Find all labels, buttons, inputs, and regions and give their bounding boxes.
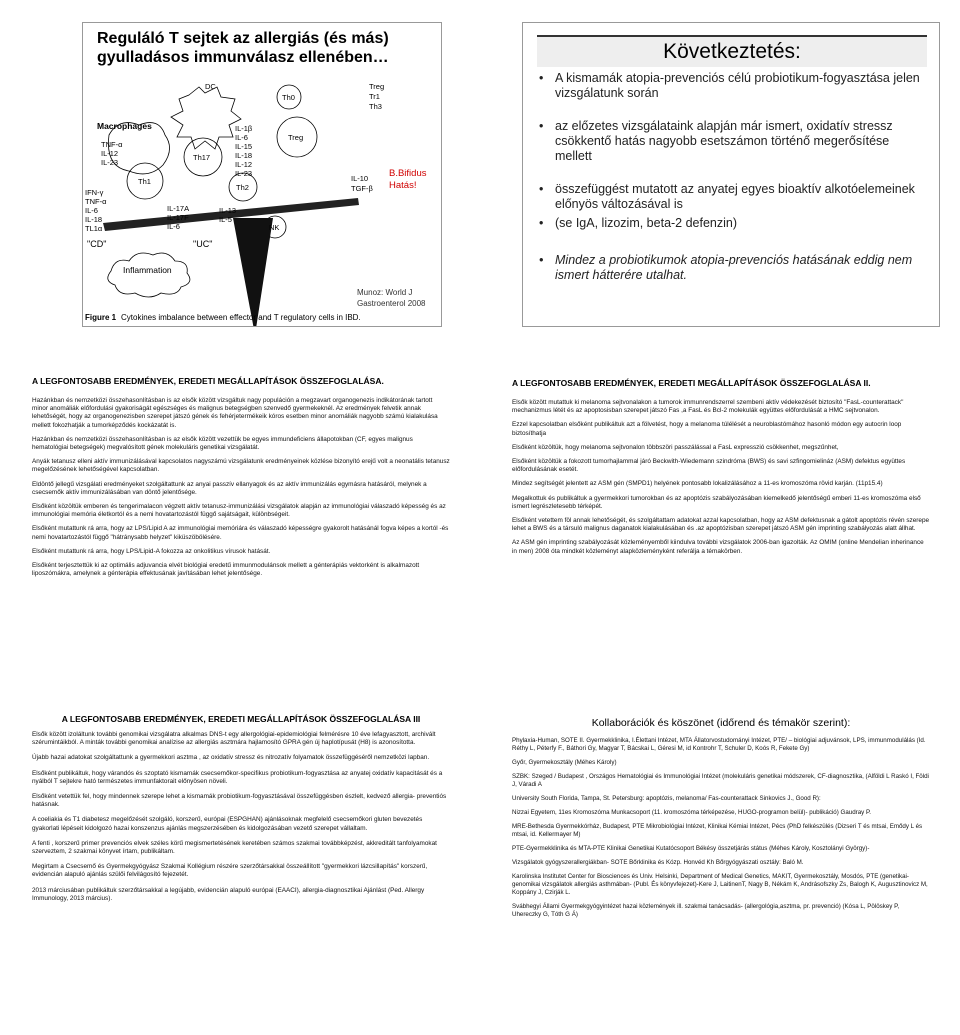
slide-conclusion (522, 22, 940, 327)
cytokine-diagram (83, 23, 442, 327)
results-paragraph: Hazánkban és nemzetközi összehasonlításban is az elsők között vizsgáltuk nagy populáción a megzavart organogenezis indikátorának tartott minor anomáliák előfordulási gyakoriságát egészséges és malignus betegségben szenvedő gyermekeknél. Az eredmények felvetik annak lehetőségét, hogy az organogenezisben szerepet játszó gének és fehérjetermékeik kóros esetben minor anomáliák nagyobb számú kialakulása mellett fokozhatják a tumorképződés kockázatát is. (32, 397, 438, 429)
results-page-3-heading: A LEGFONTOSABB EREDMÉNYEK, EREDETI MEGÁLLAPÍTÁSOK ÖSSZEFOGLALÁSA III (61, 714, 421, 724)
th17-cyto-6: IL-23 (235, 169, 253, 178)
th17-label: Th17 (193, 153, 211, 162)
macrophages-label: Macrophages (97, 121, 152, 131)
th17-cyto-5: IL-12 (235, 160, 253, 169)
results-page-2 (512, 378, 930, 678)
results-paragraph: A fenti , korszerű primer prevenciós elvek széles körű megismertetésének keretében számos szakmai továbbképzést, akkreditált tanfolyamokat szerveztem, 2 szakmai könyvet írtam, publikáltam. (32, 839, 437, 856)
left-cyto-3: IL-6 (85, 206, 98, 215)
treg-top-label-3: Th3 (369, 102, 382, 111)
results-paragraph: Elsőként közöltük emberen és tengerimalacon végzett aktív tetanusz-immunizálási vizsgálatok alapján az immunológiai válaszadó képesség és az immunológiai memória életkortól és a nemi hovatartozástól függő sajátságait, különbségeit. (32, 503, 446, 519)
collaboration-entry: SZBK: Szeged / Budapest , Országos Hematológiai és Immunológiai Intézet (molekuláris genetikai módszerek, CF-diagnosztika, (Alföldi L Raskó I, Földi J, Váradi A (512, 773, 929, 788)
th17-cyto-1: IL-1β (235, 124, 253, 133)
left-cyto-5: TL1α (85, 224, 103, 233)
results-paragraph: A coeliakia és T1 diabetesz megelőzését szolgáló, korszerű, európai (ESPGHAN) ajánlásoknak megfelelő csecsemőkori gluten bevezetés gyakorlati lépéseit kidolgozó hazai konszenzus ajánlás megszerzésében és kidolgozásában vezető szerepet vállaltam. (32, 816, 423, 832)
collaboration-entry: Vizsgálatok gyógyszerallergiákban- SOTE Bőrklinika és Kózp. Honvéd Kh Bőrgyógyászati osztály: Baló M. (512, 859, 804, 866)
figure-label: Figure 1 (85, 313, 117, 322)
treg-top-label-2: Tr1 (369, 92, 380, 101)
conclusion-bullet-4: • (se IgA, lizozim, beta-2 defenzin) (537, 216, 929, 231)
results-paragraph: Elsőként vetettem föl annak lehetőségét, és szolgáltattam adatokat azzal kapcsolatban, hogy az ASM defektusnak a gátolt apoptózis révén szerepe lehet a BWS és a társuló malignus daganatok kialakulásában és .az apoptózisban szerepet játszó ASM gén imprinting szabályozás alatt állhat. (512, 517, 930, 533)
results-paragraph: Ezzel kapcsolatban elsőként publikáltuk azt a fölvetést, hogy a melanoma túlélését a neuroblastómához hasonló módon egy autocrin loop biztosíthatja (512, 421, 902, 437)
inflammation-cloud (108, 253, 190, 297)
left-cyto-1: IFN-γ (85, 188, 104, 197)
results-paragraph: Elsők között izoláltunk további genomikai vizsgálatra alkalmas DNS-t egy allergológiai-epidemiológiai felmérésre 10 éve lefagyasztott, archivált szérumintáikból. A minták további genomikai analízise az allergiás asztmára hajlamosító GPRA gén új haplotípusát (H8) is azonosította. (32, 731, 436, 747)
results-page-3 (32, 714, 450, 1024)
collaboration-entry: University South Florida, Tampa, St. Petersburg: apoptózis, melanoma/ Fas-counterattack Sinkovics J., Good R): (512, 795, 821, 802)
il13-1: IL-13 (219, 206, 237, 215)
il17-2: IL-17F (167, 213, 189, 222)
results-paragraph: Elsőként közöltük, hogy melanoma sejtvonalon többszöri passzálással a FasL expresszió csökkenhet, megszűnhet, (512, 443, 839, 451)
results-paragraph: Megalkottuk és publikáltuk a gyermekkori tumorokban és az apoptózis szabályozásában kiemelkedő jelentőségű emberi 11-es kromoszóma első ismert legrészletesebb térképét. (512, 494, 921, 510)
inflammation-label: Inflammation (123, 265, 172, 275)
th17-cyto-3: IL-15 (235, 142, 253, 151)
th17-cyto-4: IL-18 (235, 151, 253, 160)
conclusion-bullet-5: • Mindez a probiotikumok atopia-prevenciós hatásának eddig nem ismert hátterére utalhat. (537, 253, 929, 283)
left-cyto-2: TNF-α (85, 197, 107, 206)
collaboration-entry: Győr, Gyermekosztály (Méhes Károly) (512, 759, 617, 766)
results-paragraph: Eldöntő jellegű vizsgálati eredményeket szolgáltattunk az anyai passzív ellanyagok és az aktív immunizálás egymásra hatásáról, melynek a csecsemők aktív immunizálásában van döntő jelentősége. (32, 480, 427, 496)
collaboration-entry: Svábhegyi Állami Gyermekgyógyintézet hazai közlemények ill. szakmai tanácsadás- (allergológia,asztma, pr. prevenció) (Kósa L, Pölöskey P, Uhereczky G, Tóth G Á) (512, 903, 900, 918)
collaborations-heading: Kollaborációk és köszönet (időrend és témakör szerint): (591, 718, 851, 729)
results-paragraph: Elsőként közöltük a fokozott tumorhajlammal járó Beckwith-Wiedemann szindróma (BWS) és savi szfingomielináz (ASM) defektus együttes előfordulásának esetét. (512, 458, 906, 474)
collaboration-entry: Karolinska Institutet Center for Biosciences és Univ. Helsinki, Department of Medical Genetics, MAKIT, Gyermekosztály, Mosdós, PTE (genetikai-genomikai vizsgálatok allergiás asthmában- (Publ. És könyvfejezet)-Kere J, LaitinenT, Nagy B, Nékám K, Andrásofszky Zs, Balogh K, Augusztinovicz M, Koppány J, Czirják L. (512, 873, 928, 896)
results-paragraph: Elsőként vetettük fel, hogy mindennek szerepe lehet a kismamák probiotikum-fogyasztásával összefüggésben észlelt, kedvező allergia- preventiós hatásnak. (32, 793, 447, 809)
results-paragraph: Elsők között mutattuk ki melanoma sejtvonalakon a tumorok immunrendszerrel szembeni aktív védekezését biztosító "FasL-counterattack" mechanizmus létét és az apoptosisban szerepet játszó Fas ,a FasL és Bcl-2 molekulák együttes előfordulását a HMC sejtvonalon. (512, 399, 904, 415)
left-cyto-4: IL-18 (85, 215, 103, 224)
conclusion-bullet-2: • az előzetes vizsgálataink alapján már ismert, oxidatív stressz csökkentő hatás nagyobb esetszámon történő megerősítése mellett (537, 119, 929, 164)
slide1-title: Reguláló T sejtek az allergiás (és más) gyulladásos immunválasz ellenében… (97, 30, 389, 66)
il13-2: IL-5 (219, 215, 232, 224)
dc-cell-shape (171, 87, 241, 149)
results-paragraph: Mindez segítségét jelentett az ASM gén (SMPD1) helyének pontosabb lokalizálásához a 11-es kromoszóma rövid karján. (11p15.4) (512, 480, 883, 488)
results-paragraph: Megirtam a Csecsemő és Gyermekgyógyász Szakmai Kollégium részére szerzőtársakkal összeállított "gyermekkori lázcsillapítás" korszerű, evidencián alapuló ajánlás szülői felvilágosító fejezetét. (32, 863, 428, 879)
dc-label: DC (205, 82, 216, 91)
il10-1: IL-10 (351, 174, 369, 183)
conclusion-bullet-1: • A kismamák atopia-prevenciós célú probiotikum-fogyasztása jelen vizsgálatunk során (537, 71, 929, 101)
results-paragraph: Anyák tetanusz elleni aktív immunizálásával kapcsolatos nagyszámú vizsgálatunk eredményeinek közlése bizonyító erejű volt a neonatális tetanusz megelőzésének lehetőségével kapcsolatban. (32, 458, 450, 474)
citation-line-2: Gastroenterol 2008 (357, 299, 426, 308)
figure-caption: Cytokines imbalance between effector and T regulatory cells in IBD. (121, 313, 361, 322)
results-page-2-heading: A LEGFONTOSABB EREDMÉNYEK, EREDETI MEGÁLLAPÍTÁSOK ÖSSZEFOGLALÁSA II. (512, 378, 871, 388)
results-paragraph: Elsőként terjesztettük ki az optimális adjuvancia elvét biológiai eredetű immunmodulánsok mellett a génterápiás vektorként is alkalmazott liposzómákra, amelynek a génterápia effektusának javításában lehet jelentősége. (32, 562, 420, 578)
collaboration-entry: PTE-Gyermekklinika és MTA-PTE Klinikai Genetikai Kutatócsoport Békésy összetjárás státus (Méhes Károly, Kosztolányi György)- (512, 845, 870, 852)
il17-1: IL-17A (167, 204, 190, 213)
results-paragraph: Újabb hazai adatokat szolgáltattunk a gyermekkori asztma , az oxidatív stressz és nitrozatív folyamatok összefüggéséről nemzetközi lapban. (32, 754, 430, 762)
nk-label: NK (269, 223, 280, 232)
conclusion-bullet-3: • összefüggést mutatott az anyatej egyes bioaktív alkotóelemeinek előnyös változásával is (537, 182, 929, 212)
results-paragraph: Hazánkban és nemzetközi összehasonlításban is az elsők között vezettük be egyes immundeficiens állapotokban (CF, egyes malignus hematológiai betegségek) megvalósított gének molekuláris genetikai vizsgálatát. (32, 435, 413, 452)
th17-cyto-2: IL-6 (235, 133, 248, 142)
th0-label: Th0 (282, 93, 295, 102)
collaboration-entry: Phylaxia-Human, SOTE II. Gyermekklinika, I.Élettani Intézet, MTA Állatorvostudományi Intézet, PTE/ – biológiai adjuvánsok, LPS, immunmodulálás (Id. Réthy L, Péterfy F., Báthori Gy, Magyar T, Bácskai L, Géresi M, id Kontrohr T, Schuler D, Koós R, Fekete Gy) (512, 737, 926, 752)
cd-label: "CD" (87, 239, 107, 249)
results-paragraph: Az ASM gén imprinting szabályozását közleményemből kiindulva további vizsgálatok 2006-ban igazolták. Az OMIM (online Mendelian inherinance in men) 2008 óta mindkét közleményt alapközleményként referálja a témakörben. (512, 539, 924, 555)
bifidus-label-2: Hatás! (389, 180, 417, 191)
uc-label: "UC" (193, 239, 213, 249)
macro-cyto-1: TNF-α (101, 140, 123, 149)
treg-top-label-1: Treg (369, 82, 385, 91)
results-paragraph: Elsőként mutattunk rá arra, hogy LPS/Lipid-A fokozza az onkolitikus vírusok hatását. (32, 547, 271, 555)
results-paragraph: Elsőként mutattunk rá arra, hogy az LPS/Lipid A az immunológiai memóriára és válaszadó képességre gyakorolt hatásánál fogva képes a kortól -és nemi hovatartozástól függő "hátránysabb helyzet" kiküszöbölésére. (32, 525, 449, 541)
il17-3: IL-6 (167, 222, 180, 231)
macro-cyto-2: IL-12 (101, 149, 119, 158)
collaboration-entry: Nizzai Egyetem, 11es Kromoszóma Munkacsoport (11. kromoszóma térképezése, HUGO-programon belül)- publikáció) Gaudray P. (512, 809, 872, 816)
conclusion-list (537, 71, 929, 283)
bifidus-label-1: B.Bifidus (389, 168, 427, 179)
collaboration-entry: MRE-Bethesda Gyermekkórház, Budapest, PTE Mikrobiológiai Intézet, Klinikai Kémiai Intézet, Pécs (PhD felkészülés (Dizseri T és mtsai, Emődy L és mtsai, id. Kellermayer M) (512, 823, 923, 838)
treg-mid-label: Treg (288, 133, 304, 142)
th2-label: Th2 (236, 183, 249, 192)
slide2-title: Következtetés: (537, 35, 927, 67)
results-paragraph: 2013 márciusában publikáltuk szerzőtársakkal a legújabb, evidencián alapuló európai (EAACI), allergia-diagnosztikai Ajánlást (Ped. Allergy Immunology, 2013 március). (32, 886, 425, 902)
th1-label: Th1 (138, 177, 151, 186)
results-page-1-heading: A LEGFONTOSABB EREDMÉNYEK, EREDETI MEGÁLLAPÍTÁSOK ÖSSZEFOGLALÁSA. (32, 376, 384, 386)
results-page-1 (32, 376, 450, 676)
macro-cyto-3: IL-23 (101, 158, 119, 167)
il10-2: TGF-β (351, 184, 373, 193)
collaborations-page (512, 718, 930, 1028)
citation-line-1: Munoz: World J (357, 288, 413, 297)
results-paragraph: Elsőként publikáltuk, hogy várandós és szoptató kismamák csecsemőkor-specifikus probiotikum-fogyasztása az anyatej oxidatív kapacitását és a nyálból T sejtekre ható természetes immunfaktorait előnyösen növeli. (32, 769, 443, 785)
slide-regulatory-t-cells (82, 22, 442, 327)
balance-fulcrum (233, 218, 273, 327)
